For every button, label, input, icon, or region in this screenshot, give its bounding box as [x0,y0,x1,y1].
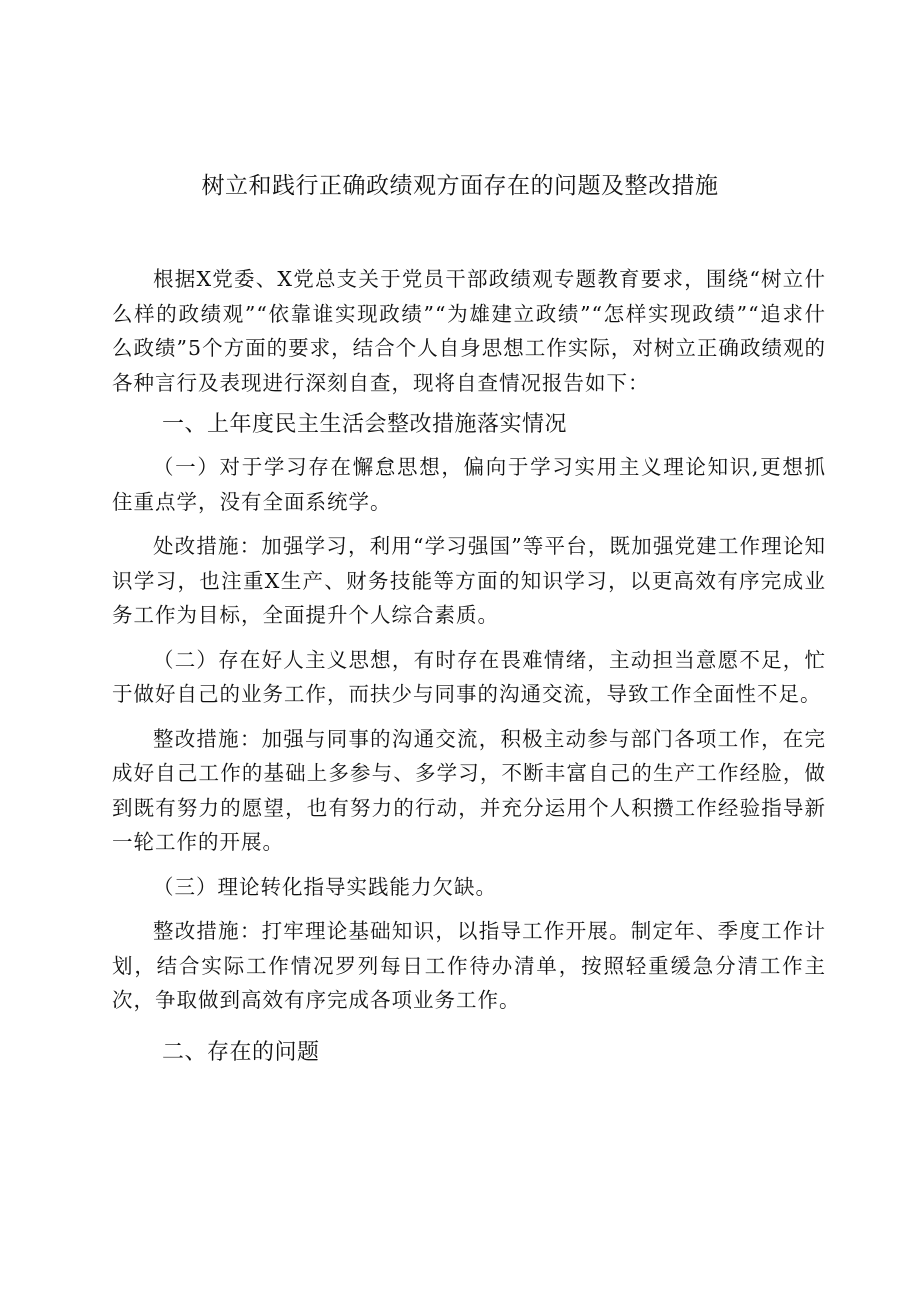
section-2-heading: 二、存在的问题 [162,1039,320,1065]
spacer [112,1018,826,1034]
section-1-item-2: （二）存在好人主义思想，有时存在畏难情绪，主动担当意愿不足，忙于做好自己的业务工作，而扶少与同事的沟通交流，导致工作全面性不足。 [112,647,826,706]
section-1-item-3-measure: 整改措施：打牢理论基础知识，以指导工作开展。制定年、季度工作计划，结合实际工作情况罗列每日工作待办清单，按照轻重缓急分清工作主次，争取做到高效有序完成各项业务工作。 [112,919,826,1012]
section-1-item-3: （三）理论转化指导实践能力欠缺。 [153,874,497,899]
intro-paragraph: 根据X党委、X党总支关于党员干部政绩观专题教育要求，围绕“树立什么样的政绩观”“依靠谁实现政绩”“为雄建立政绩”“怎样实现政绩”“追求什么政绩”5个方面的要求，结合个人自身思想工作实际，对树立正确政绩观的各种言行及表现进行深刻自查，现将自查情况报告如下： [112,267,826,395]
spacer [112,712,826,722]
spacer [112,519,826,529]
section-1-item-1-measure: 处改措施：加强学习，利用“学习强国”等平台，既加强党建工作理论知识学习，也注重X生产、财务技能等方面的知识学习，以更高效有序完成业务工作为目标，全面提升个人综合素质。 [112,534,826,627]
section-1-heading: 一、上年度民主生活会整改措施落实情况 [162,412,568,437]
document-body [112,262,826,1072]
document-title: 树立和践行正确政绩观方面存在的问题及整改措施 [201,173,719,199]
spacer [112,633,826,643]
spacer [112,904,826,914]
section-1-item-1: （一）对于学习存在懈怠思想，偏向于学习实用主义理论知识,更想抓住重点学，没有全面系统学。 [112,455,826,514]
section-1-item-2-measure: 整改措施：加强与同事的沟通交流，积极主动参与部门各项工作，在完成好自己工作的基础上多参与、多学习，不断丰富自己的生产工作经脸，做到既有努力的愿望，也有努力的行动，并充分运用个人积攒工作经验指导新一轮工作的开展。 [112,726,826,854]
spacer [112,860,826,870]
